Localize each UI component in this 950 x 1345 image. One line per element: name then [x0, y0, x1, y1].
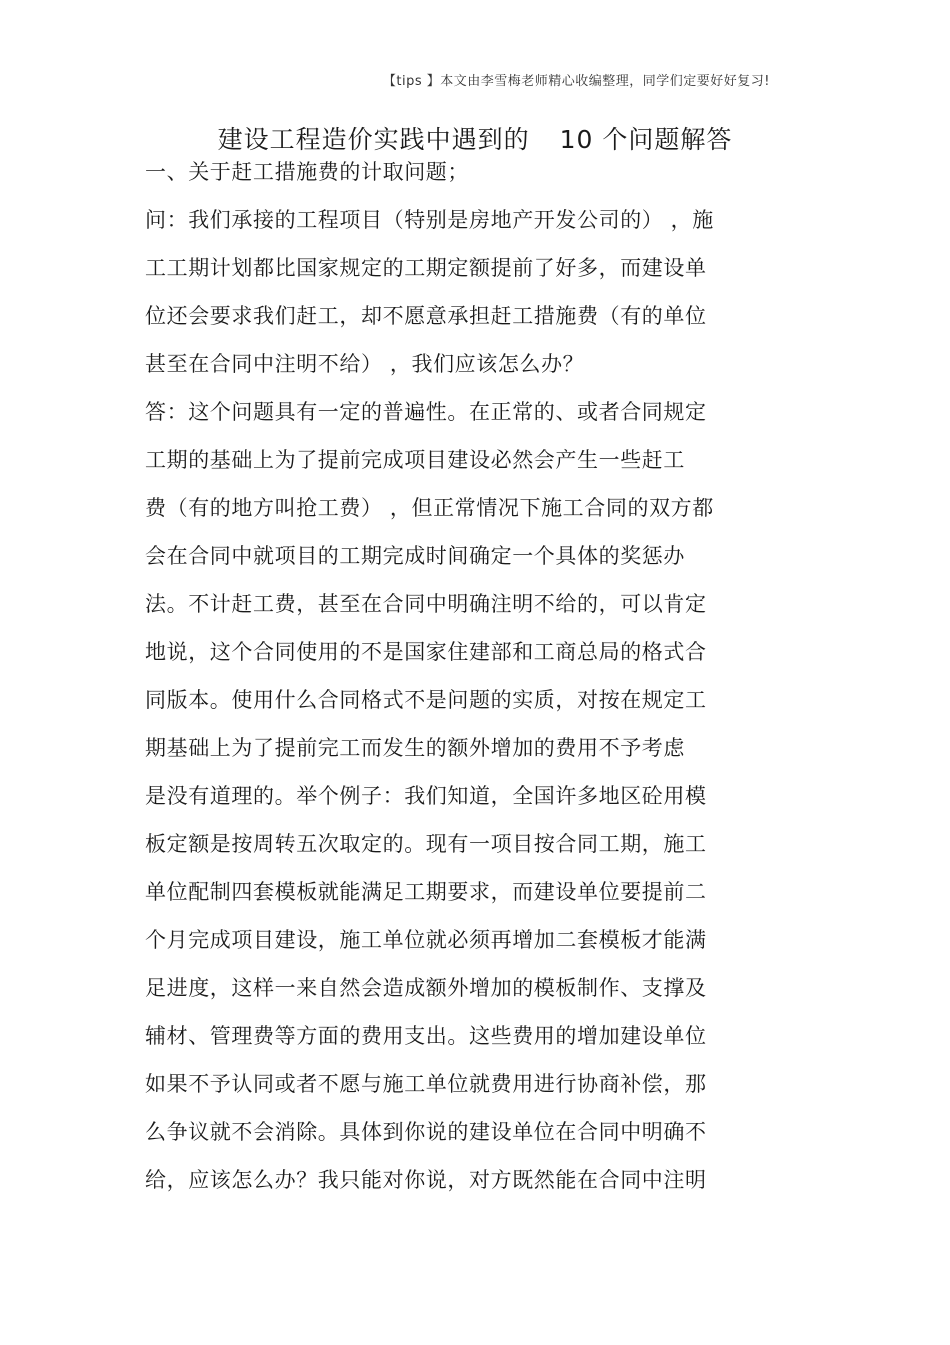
text-line: 给，应该怎么办？我只能对你说，对方既然能在合同中注明 [145, 1168, 707, 1192]
text-line: 足进度，这样一来自然会造成额外增加的模板制作、支撑及 [145, 976, 707, 1000]
text-line: 工期的基础上为了提前完成项目建设必然会产生一些赶工 [145, 448, 685, 472]
text-line: 同版本。使用什么合同格式不是问题的实质，对按在规定工 [145, 688, 707, 712]
document-body [145, 148, 835, 1204]
text-line: 会在合同中就项目的工期完成时间确定一个具体的奖惩办 [145, 544, 685, 568]
text-line: 个月完成项目建设，施工单位就必须再增加二套模板才能满 [145, 928, 707, 952]
text-line: 甚至在合同中注明不给） ，我们应该怎么办？ [145, 352, 585, 376]
text-line: 问：我们承接的工程项目（特别是房地产开发公司的） ，施 [145, 208, 714, 232]
text-line: 法。不计赶工费，甚至在合同中明确注明不给的，可以肯定 [145, 592, 707, 616]
header-tip: 【tips 】本文由李雪梅老师精心收编整理，同学们定要好好复习! [382, 74, 770, 89]
text-line: 板定额是按周转五次取定的。现有一项目按合同工期，施工 [145, 832, 707, 856]
text-line: 是没有道理的。举个例子：我们知道，全国许多地区砼用模 [145, 784, 707, 808]
text-line: 辅材、管理费等方面的费用支出。这些费用的增加建设单位 [145, 1024, 707, 1048]
text-line: 单位配制四套模板就能满足工期要求，而建设单位要提前二 [145, 880, 707, 904]
title-part-1: 建设工程造价实践中遇到的 [217, 125, 530, 154]
text-line: 期基础上为了提前完工而发生的额外增加的费用不予考虑 [145, 736, 685, 760]
title-part-2: 10 个问题解答 [559, 125, 733, 154]
text-line: 么争议就不会消除。具体到你说的建设单位在合同中明确不 [145, 1120, 707, 1144]
text-line: 如果不予认同或者不愿与施工单位就费用进行协商补偿，那 [145, 1072, 707, 1096]
text-line: 答：这个问题具有一定的普遍性。在正常的、或者合同规定 [145, 400, 707, 424]
text-line: 工工期计划都比国家规定的工期定额提前了好多，而建设单 [145, 256, 707, 280]
text-line: 费（有的地方叫抢工费） ，但正常情况下施工合同的双方都 [145, 496, 714, 520]
text-line: 位还会要求我们赶工，却不愿意承担赶工措施费（有的单位 [145, 304, 707, 328]
section-heading: 一、关于赶工措施费的计取问题； [145, 160, 469, 184]
text-line: 地说，这个合同使用的不是国家住建部和工商总局的格式合 [145, 640, 707, 664]
